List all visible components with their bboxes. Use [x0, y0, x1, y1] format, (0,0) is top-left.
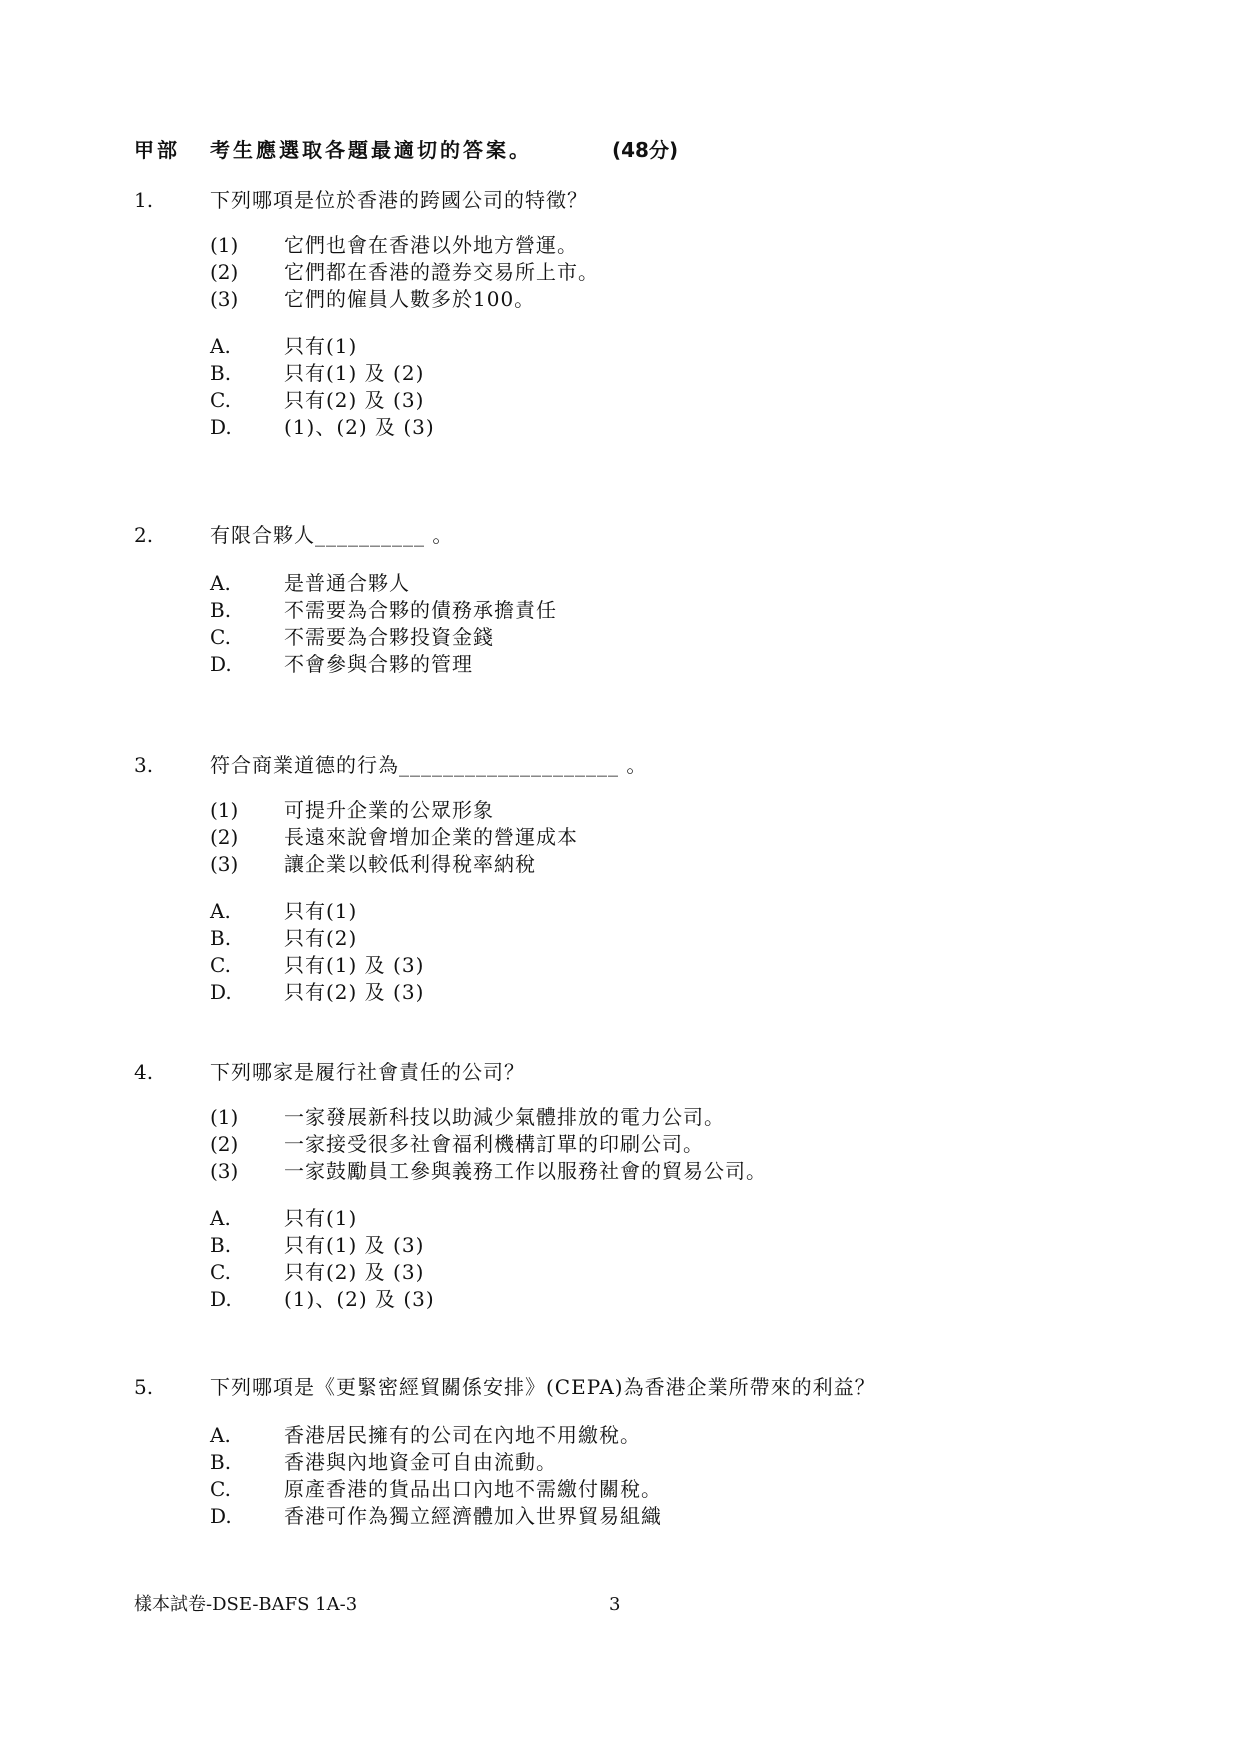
- option-c: [134, 1476, 1134, 1503]
- option-d: [134, 979, 1134, 1006]
- statement-text: 它們都在香港的證券交易所上市。: [284, 260, 599, 284]
- statement-item: [134, 1104, 1134, 1131]
- question-1: [134, 185, 1134, 441]
- question-stem: [134, 520, 1134, 550]
- statement-item: [134, 259, 1134, 286]
- statement-label: (1): [210, 1105, 239, 1129]
- section-part-label: 甲部: [134, 138, 180, 162]
- question-number: 3.: [134, 753, 154, 777]
- option-list: [134, 1422, 1134, 1530]
- question-4: [134, 1057, 1134, 1313]
- option-text: 香港可作為獨立經濟體加入世界貿易組織: [284, 1504, 662, 1528]
- option-text: 只有(2) 及 (3): [284, 1260, 425, 1284]
- statement-text: 一家鼓勵員工參與義務工作以服務社會的貿易公司。: [284, 1159, 767, 1183]
- option-d: [134, 414, 1134, 441]
- option-b: [134, 1232, 1134, 1259]
- option-list: [134, 898, 1134, 1006]
- page-footer: [134, 1590, 1134, 1620]
- option-text: 只有(2) 及 (3): [284, 388, 425, 412]
- option-d: [134, 1503, 1134, 1530]
- option-text: 香港與內地資金可自由流動。: [284, 1450, 557, 1474]
- option-label: B.: [210, 598, 232, 622]
- option-b: [134, 597, 1134, 624]
- question-5: [134, 1372, 1134, 1530]
- option-c: [134, 624, 1134, 651]
- option-b: [134, 1449, 1134, 1476]
- option-label: C.: [210, 625, 231, 649]
- option-a: [134, 333, 1134, 360]
- question-text: 有限合夥人__________ 。: [210, 523, 454, 547]
- option-text: 只有(1) 及 (3): [284, 953, 425, 977]
- statement-list: [134, 232, 1134, 313]
- question-text: 下列哪家是履行社會責任的公司？: [210, 1060, 525, 1084]
- section-header: [134, 134, 834, 166]
- option-label: B.: [210, 1450, 232, 1474]
- statement-list: [134, 1104, 1134, 1185]
- statement-item: [134, 1158, 1134, 1185]
- option-text: 只有(1): [284, 899, 358, 923]
- statement-text: 它們也會在香港以外地方營運。: [284, 233, 578, 257]
- option-label: A.: [210, 334, 231, 358]
- statement-label: (3): [210, 852, 239, 876]
- statement-text: 讓企業以較低利得稅率納稅: [284, 852, 536, 876]
- option-label: C.: [210, 1477, 231, 1501]
- statement-label: (3): [210, 1159, 239, 1183]
- option-label: D.: [210, 1287, 232, 1311]
- statement-text: 一家發展新科技以助減少氣體排放的電力公司。: [284, 1105, 725, 1129]
- option-a: [134, 1422, 1134, 1449]
- statement-item: [134, 286, 1134, 313]
- option-text: (1)、(2) 及 (3): [284, 1287, 435, 1311]
- section-marks: (48分): [612, 138, 679, 162]
- option-list: [134, 1205, 1134, 1313]
- option-label: A.: [210, 571, 231, 595]
- option-label: C.: [210, 1260, 231, 1284]
- page-number: 3: [609, 1594, 621, 1615]
- question-number: 5.: [134, 1375, 154, 1399]
- option-a: [134, 570, 1134, 597]
- option-label: D.: [210, 980, 232, 1004]
- question-number: 1.: [134, 188, 154, 212]
- statement-item: [134, 851, 1134, 878]
- statement-item: [134, 232, 1134, 259]
- question-text: 下列哪項是位於香港的跨國公司的特徵？: [210, 188, 588, 212]
- option-text: 是普通合夥人: [284, 571, 410, 595]
- option-label: B.: [210, 926, 232, 950]
- question-text: 下列哪項是《更緊密經貿關係安排》(CEPA)為香港企業所帶來的利益？: [210, 1375, 876, 1399]
- option-text: 只有(1): [284, 334, 358, 358]
- question-stem: [134, 750, 1134, 780]
- question-stem: [134, 1372, 1134, 1402]
- question-number: 2.: [134, 523, 154, 547]
- option-list: [134, 333, 1134, 441]
- option-a: [134, 898, 1134, 925]
- option-label: A.: [210, 1423, 231, 1447]
- option-text: 只有(1): [284, 1206, 358, 1230]
- option-text: 只有(1) 及 (2): [284, 361, 425, 385]
- statement-label: (1): [210, 798, 239, 822]
- option-label: D.: [210, 652, 232, 676]
- option-label: D.: [210, 1504, 232, 1528]
- option-label: C.: [210, 953, 231, 977]
- option-label: A.: [210, 899, 231, 923]
- option-label: B.: [210, 1233, 232, 1257]
- option-text: 不需要為合夥投資金錢: [284, 625, 494, 649]
- option-text: 只有(1) 及 (3): [284, 1233, 425, 1257]
- option-text: 只有(2) 及 (3): [284, 980, 425, 1004]
- option-text: 不會參與合夥的管理: [284, 652, 473, 676]
- statement-text: 可提升企業的公眾形象: [284, 798, 494, 822]
- statement-label: (2): [210, 260, 239, 284]
- statement-item: [134, 1131, 1134, 1158]
- statement-text: 長遠來說會增加企業的營運成本: [284, 825, 578, 849]
- statement-item: [134, 824, 1134, 851]
- statement-text: 一家接受很多社會福利機構訂單的印刷公司。: [284, 1132, 704, 1156]
- section-instruction: 考生應選取各題最適切的答案。: [210, 138, 532, 162]
- option-c: [134, 952, 1134, 979]
- option-text: 香港居民擁有的公司在內地不用繳稅。: [284, 1423, 641, 1447]
- option-label: A.: [210, 1206, 231, 1230]
- question-number: 4.: [134, 1060, 154, 1084]
- question-stem: [134, 1057, 1134, 1087]
- option-a: [134, 1205, 1134, 1232]
- question-3: [134, 750, 1134, 1006]
- option-text: 不需要為合夥的債務承擔責任: [284, 598, 557, 622]
- statement-list: [134, 797, 1134, 878]
- option-list: [134, 570, 1134, 678]
- question-stem: [134, 185, 1134, 215]
- option-d: [134, 1286, 1134, 1313]
- option-c: [134, 387, 1134, 414]
- statement-item: [134, 797, 1134, 824]
- statement-label: (1): [210, 233, 239, 257]
- question-2: [134, 520, 1134, 678]
- option-text: (1)、(2) 及 (3): [284, 415, 435, 439]
- option-c: [134, 1259, 1134, 1286]
- statement-text: 它們的僱員人數多於100。: [284, 287, 536, 311]
- option-label: C.: [210, 388, 231, 412]
- option-text: 只有(2): [284, 926, 358, 950]
- option-d: [134, 651, 1134, 678]
- option-b: [134, 925, 1134, 952]
- option-b: [134, 360, 1134, 387]
- statement-label: (3): [210, 287, 239, 311]
- paper-code: 樣本試卷-DSE-BAFS 1A-3: [134, 1594, 358, 1615]
- statement-label: (2): [210, 825, 239, 849]
- statement-label: (2): [210, 1132, 239, 1156]
- option-text: 原產香港的貨品出口內地不需繳付關稅。: [284, 1477, 662, 1501]
- option-label: B.: [210, 361, 232, 385]
- option-label: D.: [210, 415, 232, 439]
- question-text: 符合商業道德的行為____________________ 。: [210, 753, 648, 777]
